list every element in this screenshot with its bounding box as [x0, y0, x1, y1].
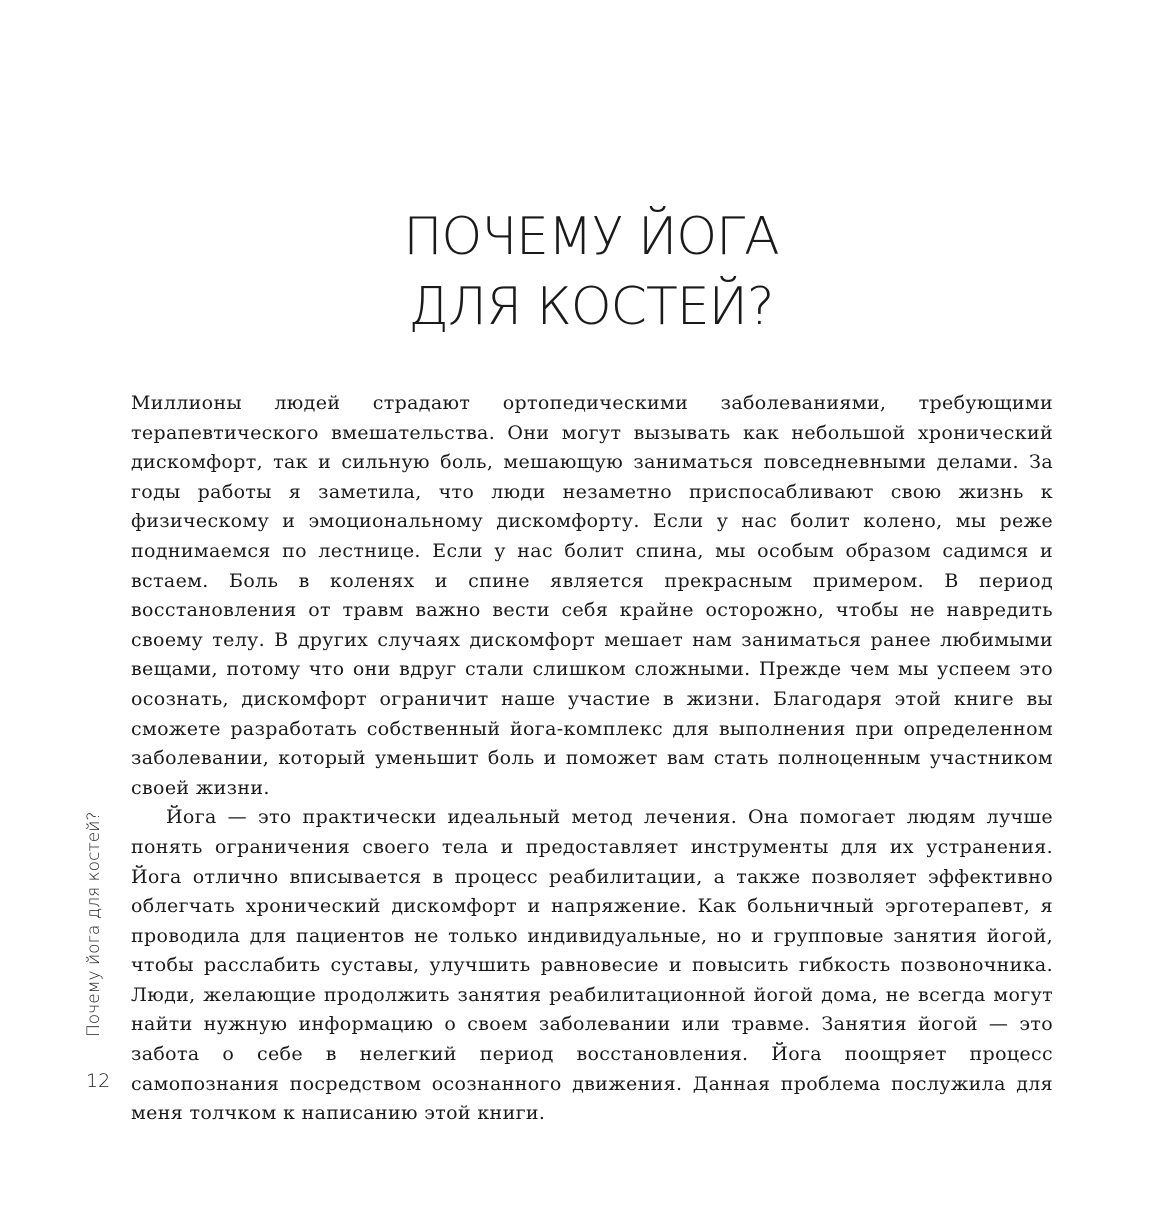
- paragraph-1: Миллионы людей страдают ортопедическими заболеваниями, требующими терапевтического вмешательства. Они могут вызывать как небольшой хронический дискомфорт, так и сильную боль, мешающую заниматься повседневными делами. За годы работы я заметила, что люди незаметно приспосабливают свою жизнь к физическому и эмоциональному дискомфорту. Если у нас болит колено, мы реже поднимаемся по лестнице. Если у нас болит спина, мы особым образом садимся и встаем. Боль в коленях и спине является прекрасным примером. В период восстановления от травм важно вести себя крайне осторожно, чтобы не навредить своему телу. В других случаях дискомфорт мешает нам заниматься ранее любимыми вещами, потому что они вдруг стали слишком сложными. Прежде чем мы успеем это осознать, дискомфорт ограничит наше участие в жизни. Благодаря этой книге вы сможете разработать собственный йога-комплекс для выполнения при определенном заболевании, который уменьшит боль и поможет вам стать полноценным участником своей жизни.: [131, 392, 1053, 799]
- running-head: Почему йога для костей?: [84, 811, 104, 1037]
- paragraph-2: Йога — это практически идеальный метод лечения. Она помогает людям лучше понять ограничения своего тела и предоставляет инструменты для их устранения. Йога отлично вписывается в процесс реабилитации, а также позволяет эффективно облегчать хронический дискомфорт и напряжение. Как больничный эрготерапевт, я проводила для пациентов не только индивидуальные, но и групповые занятия йогой, чтобы расслабить суставы, улучшить равновесие и повысить гибкость позвоночника. Люди, желающие продолжить занятия реабилитационной йогой дома, не всегда могут найти нужную информацию о своем заболевании или травме. Занятия йогой — это забота о себе в нелегкий период восстановления. Йога поощряет процесс самопознания посредством осознанного движения. Данная проблема послужила для меня толчком к написанию этой книги.: [131, 806, 1053, 1125]
- body-text: [131, 389, 1053, 1129]
- chapter-title-line-1: ПОЧЕМУ ЙОГА: [403, 207, 779, 267]
- chapter-title-line-2: ДЛЯ КОСТЕЙ?: [408, 277, 774, 337]
- chapter-title: [0, 202, 1152, 342]
- page-number: 12: [86, 1070, 111, 1092]
